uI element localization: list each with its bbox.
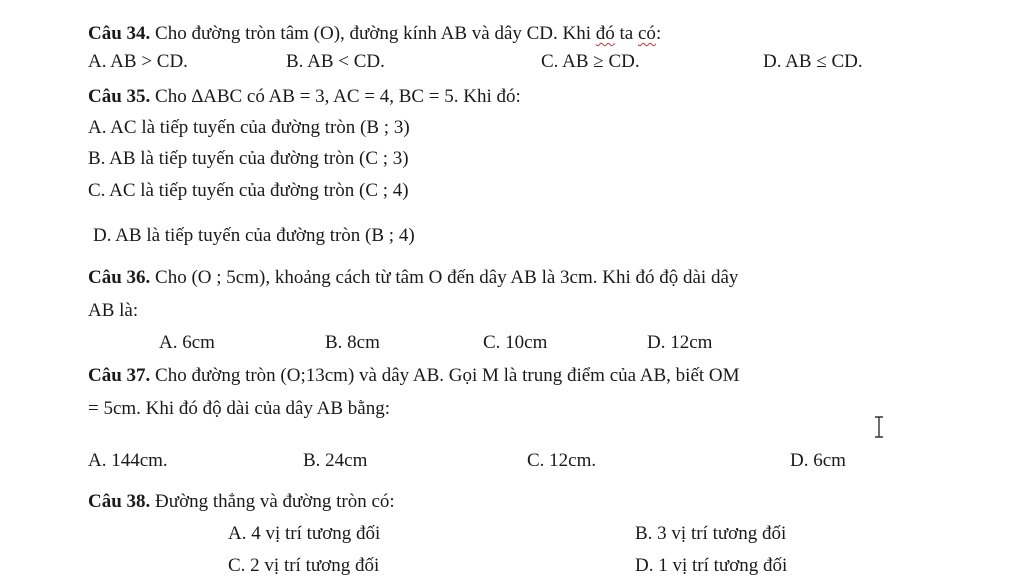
question-37-option-b: B. 24cm (303, 450, 368, 471)
question-37-stem-line-1 (88, 366, 740, 385)
question-34-text: Cho đường tròn tâm (O), đường kính AB và dây CD. Khi (150, 23, 596, 44)
text-cursor-icon (873, 416, 885, 438)
question-38-option-b: B. 3 vị trí tương đối (635, 523, 787, 544)
question-37-label: Câu 37. (88, 365, 151, 386)
question-38-option-d: D. 1 vị trí tương đối (635, 555, 788, 576)
question-34-label: Câu 34. (88, 23, 151, 44)
question-36-label: Câu 36. (88, 267, 151, 288)
question-34-text-mid: ta (614, 23, 638, 44)
question-34-option-c: C. AB ≥ CD. (541, 51, 640, 72)
question-34-stem (88, 24, 661, 43)
question-34-option-b: B. AB < CD. (286, 51, 385, 72)
question-38-option-c: C. 2 vị trí tương đối (228, 555, 380, 576)
question-38-text: Đường thẳng và đường tròn có: (150, 491, 395, 512)
question-38-label: Câu 38. (88, 491, 151, 512)
question-37-option-d: D. 6cm (790, 450, 846, 471)
question-35-option-b: B. AB là tiếp tuyến của đường tròn (C ; 3) (88, 148, 409, 169)
question-35-option-d: D. AB là tiếp tuyến của đường tròn (B ; 4) (93, 225, 415, 246)
question-35-stem (88, 87, 521, 106)
question-34-option-a: A. AB > CD. (88, 51, 188, 72)
question-35-option-c: C. AC là tiếp tuyến của đường tròn (C ; 4) (88, 180, 409, 201)
question-36-option-d: D. 12cm (647, 332, 713, 353)
question-36-stem-line-2: AB là: (88, 300, 139, 321)
question-37-option-a: A. 144cm. (88, 450, 168, 471)
question-37-text: Cho đường tròn (O;13cm) và dây AB. Gọi M là trung điểm của AB, biết OM (150, 365, 740, 386)
question-35-text: Cho ∆ABC có AB = 3, AC = 4, BC = 5. Khi đó: (150, 86, 521, 107)
question-36-option-a: A. 6cm (159, 332, 215, 353)
question-36-stem-line-1 (88, 268, 738, 287)
question-35-label: Câu 35. (88, 86, 151, 107)
question-37-stem-line-2: = 5cm. Khi đó độ dài của dây AB bằng: (88, 398, 390, 419)
question-34-option-d: D. AB ≤ CD. (763, 51, 863, 72)
question-38-stem (88, 492, 395, 511)
question-37-option-c: C. 12cm. (527, 450, 597, 471)
question-35-option-a: A. AC là tiếp tuyến của đường tròn (B ; 3) (88, 117, 410, 138)
question-36-text: Cho (O ; 5cm), khoảng cách từ tâm O đến dây AB là 3cm. Khi đó độ dài dây (150, 267, 739, 288)
question-34-underlined-word-2: có (638, 23, 656, 44)
question-34-underlined-word-1: đó (595, 23, 615, 44)
question-34-text-end: : (655, 23, 662, 44)
question-38-option-a: A. 4 vị trí tương đối (228, 523, 381, 544)
question-36-option-b: B. 8cm (325, 332, 380, 353)
question-36-option-c: C. 10cm (483, 332, 548, 353)
